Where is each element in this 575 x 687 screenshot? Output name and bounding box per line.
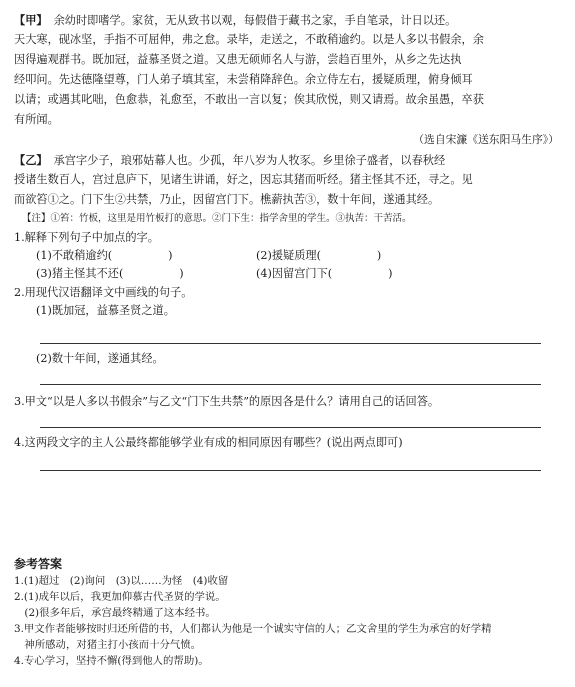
answers-title: 参考答案 <box>14 557 63 571</box>
answer-line <box>40 427 541 428</box>
passage-jia-tag: 【甲】 <box>14 13 48 27</box>
answer-line-3: (2)很多年后，承宫最终精通了这本经书。 <box>14 607 216 619</box>
q1-item-3: (3)猪主怪其不还( ) <box>36 267 184 280</box>
q2-item-1: (1)既加冠，益慕圣贤之道。 <box>36 304 175 317</box>
answer-line-1: 1.(1)超过 (2)询问 (3)以……为怪 (4)收留 <box>14 575 229 587</box>
passage-jia-line-6: 有所闻。 <box>14 113 59 126</box>
passage-jia-line-2: 天大寒，砚冰坚，手指不可屈伸，弗之怠。录毕，走送之，不敢稍逾约。以是人多以书假余，余 <box>14 33 484 46</box>
passage-yi-line-1: 【乙】 承宫字少子，琅邪姑幕人也。少孤，年八岁为人牧豕。乡里徐子盛者，以春秋经 <box>14 153 446 167</box>
question-3: 3.甲文“以是人多以书假余”与乙文“门下生共禁”的原因各是什么？请用自己的话回答。 <box>14 395 440 408</box>
answer-line-5: 神所感动，对猪主打小孩而十分气愤。 <box>14 639 202 651</box>
passage-yi-note: 【注】①笞：竹板，这里是用竹板打的意思。②门下生：指学舍里的学生。③执苦：干苦活。 <box>22 213 412 224</box>
answer-line-2: 2.(1)成年以后，我更加仰慕古代圣贤的学说。 <box>14 591 226 603</box>
answer-line <box>40 343 541 344</box>
answer-line <box>40 470 541 471</box>
question-2: 2.用现代汉语翻译文中画线的句子。 <box>14 286 193 299</box>
answer-line <box>40 384 541 385</box>
answer-line-4: 3.甲文作者能够按时归还所借的书，人们都认为他是一个诚实守信的人；乙文舍里的学生为承宫的好学精 <box>14 623 492 635</box>
q1-item-2: (2)援疑质理( ) <box>256 249 382 262</box>
passage-jia-line-5: 以请；或遇其叱咄，色愈恭，礼愈至，不敢出一言以复；俟其欣悦，则又请焉。故余虽愚，卒获 <box>14 93 484 106</box>
q1-item-4: (4)因留宫门下( ) <box>256 267 393 280</box>
question-4: 4.这两段文字的主人公最终都能够学业有成的相同原因有哪些？(说出两点即可) <box>14 436 403 449</box>
passage-yi-line-3: 而欲笞①之。门下生②共禁，乃止，因留宫门下。樵薪执苦③，数十年间，遂通其经。 <box>14 193 440 206</box>
passage-jia-line-4: 经叩问。先达德隆望尊，门人弟子填其室，未尝稍降辞色。余立侍左右，援疑质理，俯身倾耳 <box>14 73 473 86</box>
question-1: 1.解释下列句子中加点的字。 <box>14 231 159 244</box>
passage-jia-line-1: 【甲】 余幼时即嗜学。家贫，无从致书以观，每假借于藏书之家，手自笔录，计日以还。 <box>14 13 457 27</box>
q2-item-2: (2)数十年间，遂通其经。 <box>36 352 164 365</box>
passage-jia-source: （选自宋濂《送东阳马生序》） <box>413 133 559 146</box>
answer-line-6: 4.专心学习，坚持不懈(得到他人的帮助)。 <box>14 655 209 667</box>
q1-item-1: (1)不敢稍逾约( ) <box>36 249 173 262</box>
passage-jia-line-3: 因得遍观群书。既加冠，益慕圣贤之道。又患无硕师名人与游，尝趋百里外，从乡之先达执 <box>14 53 462 66</box>
passage-yi-tag: 【乙】 <box>14 153 48 167</box>
passage-yi-line-2: 授诸生数百人，宫过息庐下，见诸生讲诵，好之，因忘其猪而听经。猪主怪其不还，寻之。见 <box>14 173 473 186</box>
